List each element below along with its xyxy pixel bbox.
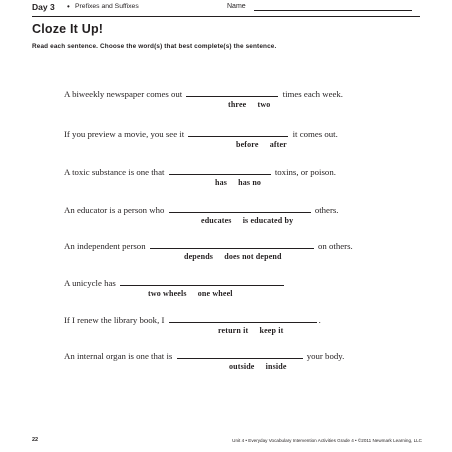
page-header: [32, 0, 420, 16]
instructions: Read each sentence. Choose the word(s) that best complete(s) the sentence.: [32, 43, 277, 50]
choice[interactable]: educates: [201, 216, 232, 225]
cloze-item-7: [64, 314, 424, 348]
word-choices: [229, 362, 287, 371]
sentence-after: your body.: [306, 351, 345, 361]
sentence: [64, 240, 353, 251]
topic-label: Prefixes and Suffixes: [75, 3, 139, 10]
name-label: Name: [227, 3, 246, 10]
choice[interactable]: one wheel: [197, 289, 233, 298]
header-rule: [32, 16, 420, 17]
cloze-item-8: [64, 350, 424, 384]
choice[interactable]: inside: [265, 362, 287, 371]
sentence-after: .: [318, 315, 321, 325]
word-choices: [236, 140, 287, 149]
cloze-item-1: [64, 88, 424, 122]
choice[interactable]: outside: [229, 362, 255, 371]
cloze-item-6: [64, 277, 424, 311]
sentence: [64, 128, 338, 139]
sentence-before: A toxic substance is one that: [64, 167, 165, 177]
sentence-before: An internal organ is one that is: [64, 351, 173, 361]
footer-credit: Unit 4 • Everyday Vocabulary Intervention Activities Grade 4 • ©2011 Newmark Learning, LLC: [232, 438, 422, 443]
cloze-item-2: [64, 128, 424, 162]
sentence: [64, 350, 344, 361]
answer-blank[interactable]: [186, 88, 278, 97]
choice[interactable]: does not depend: [224, 252, 282, 261]
word-choices: [201, 216, 293, 225]
choice[interactable]: keep it: [259, 326, 284, 335]
choice[interactable]: three: [228, 100, 247, 109]
answer-blank[interactable]: [150, 240, 314, 249]
sentence: [64, 204, 339, 215]
bullet-icon: •: [67, 2, 70, 11]
sentence: [64, 277, 286, 288]
choice[interactable]: after: [269, 140, 287, 149]
sentence: [64, 314, 321, 325]
day-label: Day 3: [32, 2, 55, 12]
choice[interactable]: has no: [238, 178, 262, 187]
choice[interactable]: before: [236, 140, 259, 149]
cloze-item-4: [64, 204, 424, 238]
answer-blank[interactable]: [120, 277, 284, 286]
answer-blank[interactable]: [188, 128, 288, 137]
sentence-after: on others.: [318, 241, 353, 251]
sentence-after: toxins, or poison.: [274, 167, 336, 177]
sentence: [64, 88, 343, 99]
page-number: 22: [32, 437, 39, 443]
word-choices: [215, 178, 261, 187]
choice[interactable]: two wheels: [148, 289, 187, 298]
sentence-before: If I renew the library book, I: [64, 315, 165, 325]
answer-blank[interactable]: [169, 314, 317, 323]
name-field[interactable]: [254, 10, 412, 11]
sentence-before: A unicycle has: [64, 278, 116, 288]
answer-blank[interactable]: [177, 350, 303, 359]
sentence-before: A biweekly newspaper comes out: [64, 89, 183, 99]
answer-blank[interactable]: [169, 204, 311, 213]
sentence-before: If you preview a movie, you see it: [64, 129, 185, 139]
choice[interactable]: is educated by: [242, 216, 294, 225]
page-title: Cloze It Up!: [32, 22, 104, 36]
choice[interactable]: has: [215, 178, 228, 187]
word-choices: [184, 252, 282, 261]
sentence-before: An independent person: [64, 241, 146, 251]
sentence-after: others.: [314, 205, 339, 215]
choice[interactable]: two: [257, 100, 271, 109]
choice[interactable]: return it: [218, 326, 249, 335]
word-choices: [218, 326, 283, 335]
word-choices: [148, 289, 233, 298]
sentence-after: it comes out.: [292, 129, 338, 139]
sentence: [64, 166, 336, 177]
cloze-item-5: [64, 240, 424, 274]
choice[interactable]: depends: [184, 252, 214, 261]
cloze-item-3: [64, 166, 424, 200]
sentence-before: An educator is a person who: [64, 205, 165, 215]
answer-blank[interactable]: [169, 166, 271, 175]
sentence-after: times each week.: [282, 89, 343, 99]
word-choices: [228, 100, 270, 109]
